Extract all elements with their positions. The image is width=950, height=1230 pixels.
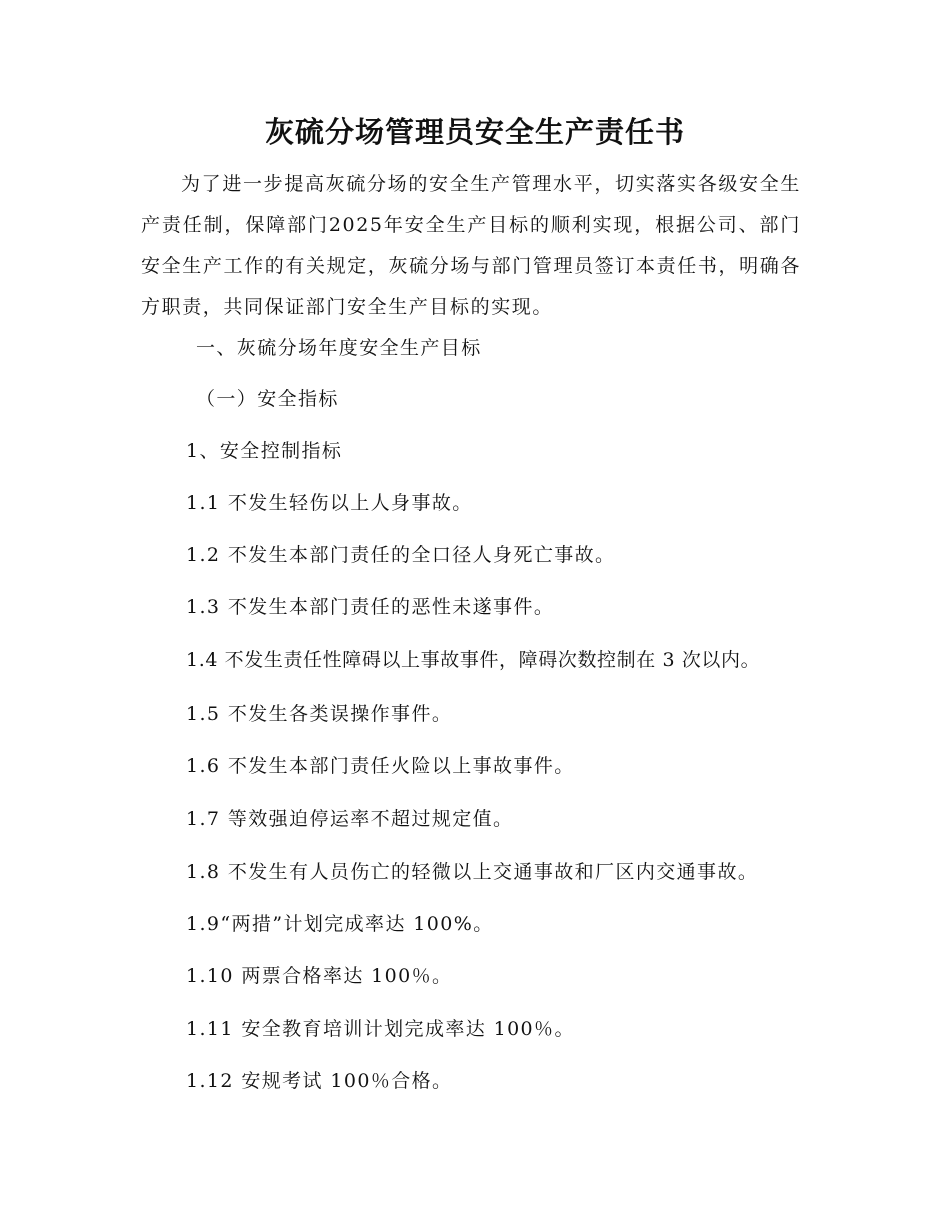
list-item: 1.1 不发生轻伤以上人身事故。 (186, 492, 473, 514)
list-item: 1.3 不发生本部门责任的恶性未遂事件。 (186, 596, 555, 618)
list-item: 1.8 不发生有人员伤亡的轻微以上交通事故和厂区内交通事故。 (186, 861, 759, 883)
intro-paragraph: 为了进一步提高灰硫分场的安全生产管理水平，切实落实各级安全生产责任制，保障部门2025年安全生产目标的顺利实现，根据公司、部门安全生产工作的有关规定，灰硫分场与部门管理员签订本责任书，明确各方职责，共同保证部门安全生产目标的实现。 (141, 173, 801, 318)
list-item: 1.11 安全教育培训计划完成率达 100％。 (186, 1018, 575, 1040)
list-item: 1.5 不发生各类误操作事件。 (186, 703, 453, 725)
list-item: 1.12 安规考试 100％合格。 (186, 1070, 453, 1092)
item-heading: 1、安全控制指标 (186, 440, 343, 462)
document-title: 灰硫分场管理员安全生产责任书 (264, 115, 685, 149)
list-item: 1.4 不发生责任性障碍以上事故事件，障碍次数控制在 3 次以内。 (186, 649, 761, 671)
section-heading: 一、灰硫分场年度安全生产目标 (196, 337, 482, 359)
list-item: 1.6 不发生本部门责任火险以上事故事件。 (186, 755, 575, 777)
list-item: 1.9“两措”计划完成率达 100%。 (186, 913, 494, 935)
list-item: 1.2 不发生本部门责任的全口径人身死亡事故。 (186, 544, 616, 566)
list-item: 1.10 两票合格率达 100％。 (186, 965, 453, 987)
list-item: 1.7 等效强迫停运率不超过规定值。 (186, 808, 514, 830)
subsection-heading: （一）安全指标 (196, 388, 339, 410)
